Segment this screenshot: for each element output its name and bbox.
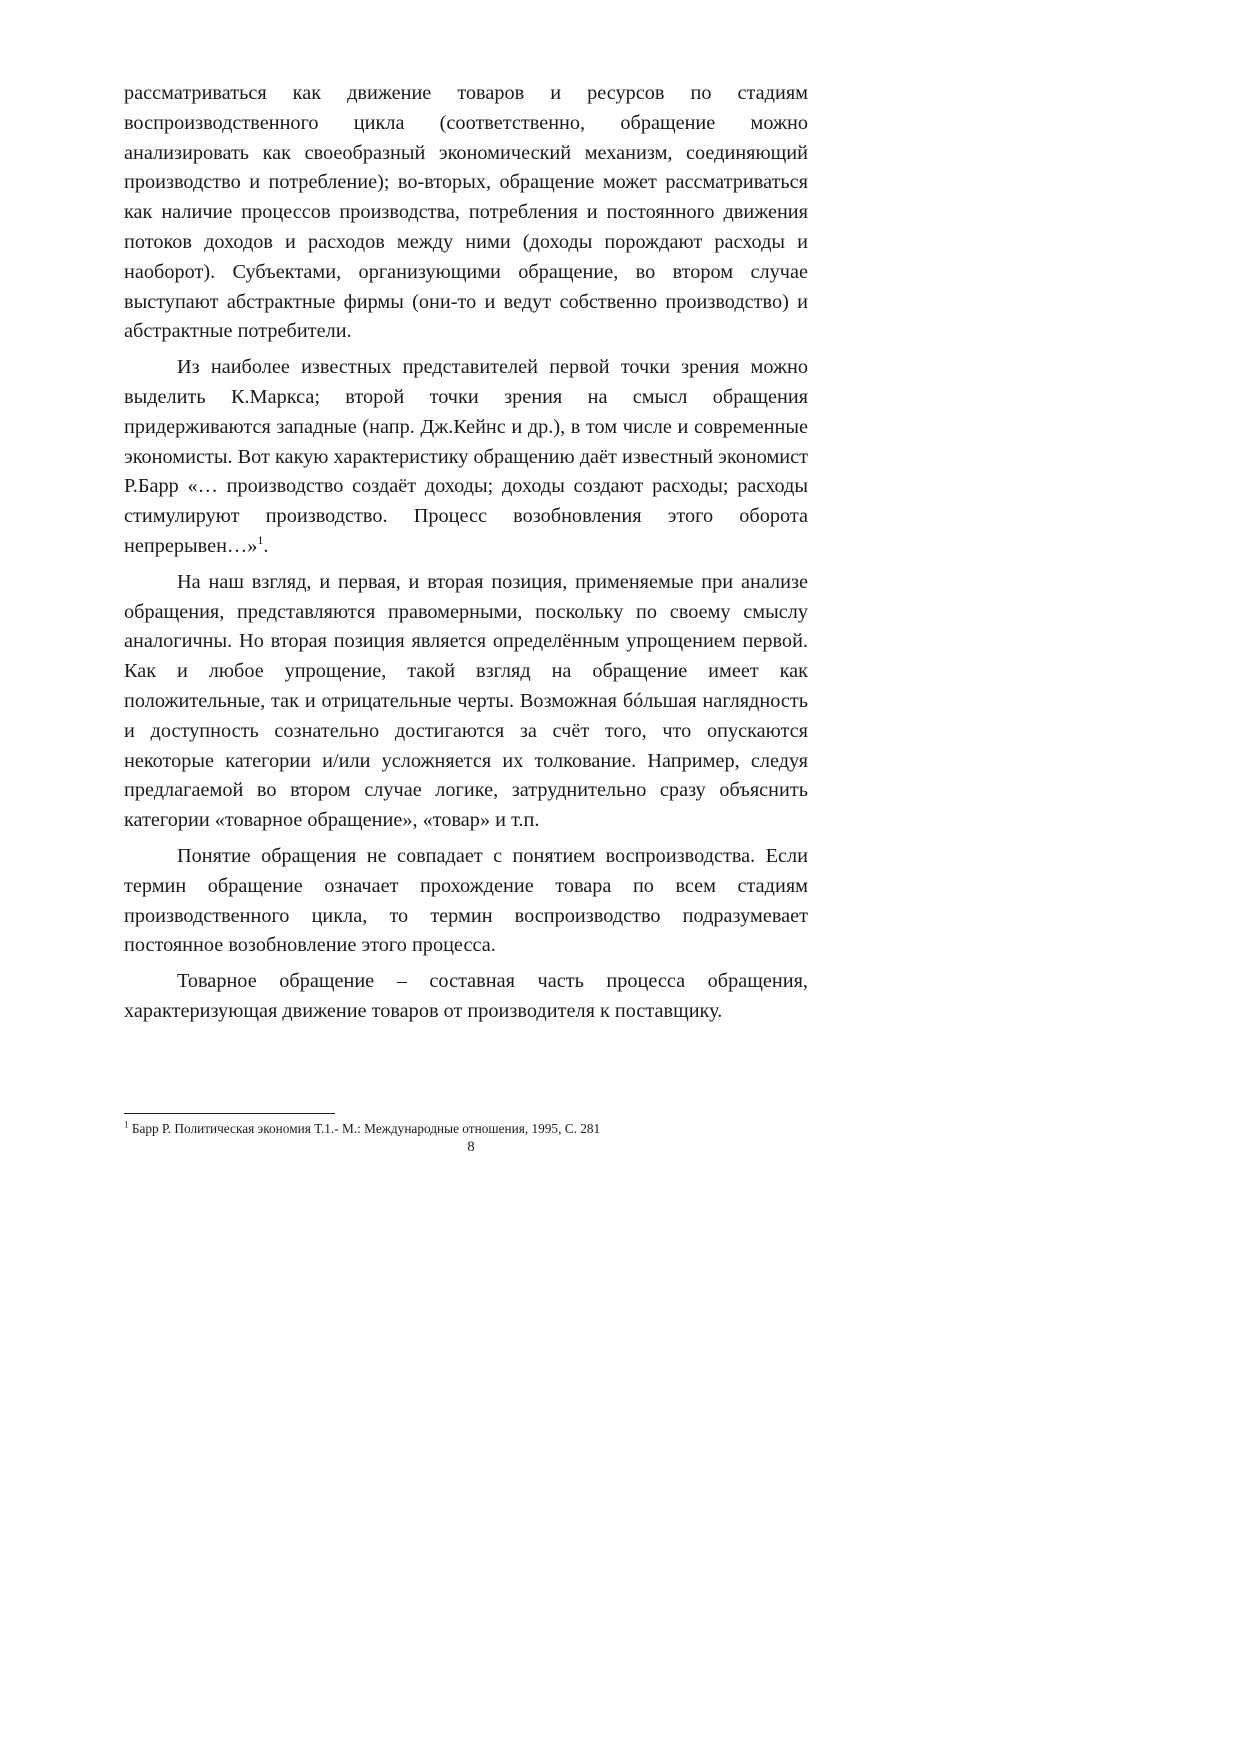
footnote (124, 1121, 808, 1137)
paragraph-4 (124, 842, 808, 961)
footnote-reference: 1 (257, 533, 264, 548)
paragraph-2-end: . (263, 534, 269, 557)
paragraph-3-text: На наш взгляд, и первая, и вторая позиция, применяемые при анализе обращения, представляются правомерными, поскольку по своему смыслу аналогичны. Но вторая позиция является определённым упрощением первой. Как и любое упрощение, такой взгляд на обращение имеет как положительные, так и отрицательные черты. Возможная бóльшая наглядность и доступность сознательно достигаются за счёт того, что опускаются некоторые категории и/или усложняется их толкование. Например, следуя предлагаемой во втором случае логике, затруднительно сразу объяснить категории «товарное обращение», «товар» и т.п. (124, 570, 808, 832)
page-number: 8 (467, 1139, 475, 1155)
paragraph-1 (124, 79, 808, 347)
body-text (124, 79, 808, 1033)
paragraph-5-text: Товарное обращение – составная часть процесса обращения, характеризующая движение товаров от производителя к поставщику. (124, 970, 808, 1022)
paragraph-2 (124, 353, 808, 562)
paragraph-2-text: Из наиболее известных представителей первой точки зрения можно выделить К.Маркса; второй точки зрения на смысл обращения придерживаются западные (напр. Дж.Кейнс и др.), в том числе и современные экономисты. Вот какую характеристику обращению даёт известный экономист Р.Барр «… производство создаёт доходы; доходы создают расходы; расходы стимулируют производство. Процесс возобновления этого оборота непрерывен…» (124, 356, 808, 557)
paragraph-3 (124, 568, 808, 836)
footnote-marker: 1 (124, 1119, 129, 1130)
paragraph-4-text: Понятие обращения не совпадает с понятием воспроизводства. Если термин обращение означает прохождение товара по всем стадиям производственного цикла, то термин воспроизводство подразумевает постоянное возобновление этого процесса. (124, 844, 808, 957)
paragraph-5 (124, 967, 808, 1027)
paragraph-1-text: рассматриваться как движение товаров и ресурсов по стадиям воспроизводственного цикла (соответственно, обращение можно анализировать как своеобразный экономический механизм, соединяющий производство и потребление); во-вторых, обращение может рассматриваться как наличие процессов производства, потребления и постоянного движения потоков доходов и расходов между ними (доходы порождают расходы и наоборот). Субъектами, организующими обращение, во втором случае выступают абстрактные фирмы (они-то и ведут собственно производство) и абстрактные потребители. (124, 82, 808, 343)
footnote-text: Барр Р. Политическая экономия Т.1.- М.: Международные отношения, 1995, С. 281 (128, 1121, 601, 1136)
footnote-separator (124, 1113, 335, 1114)
